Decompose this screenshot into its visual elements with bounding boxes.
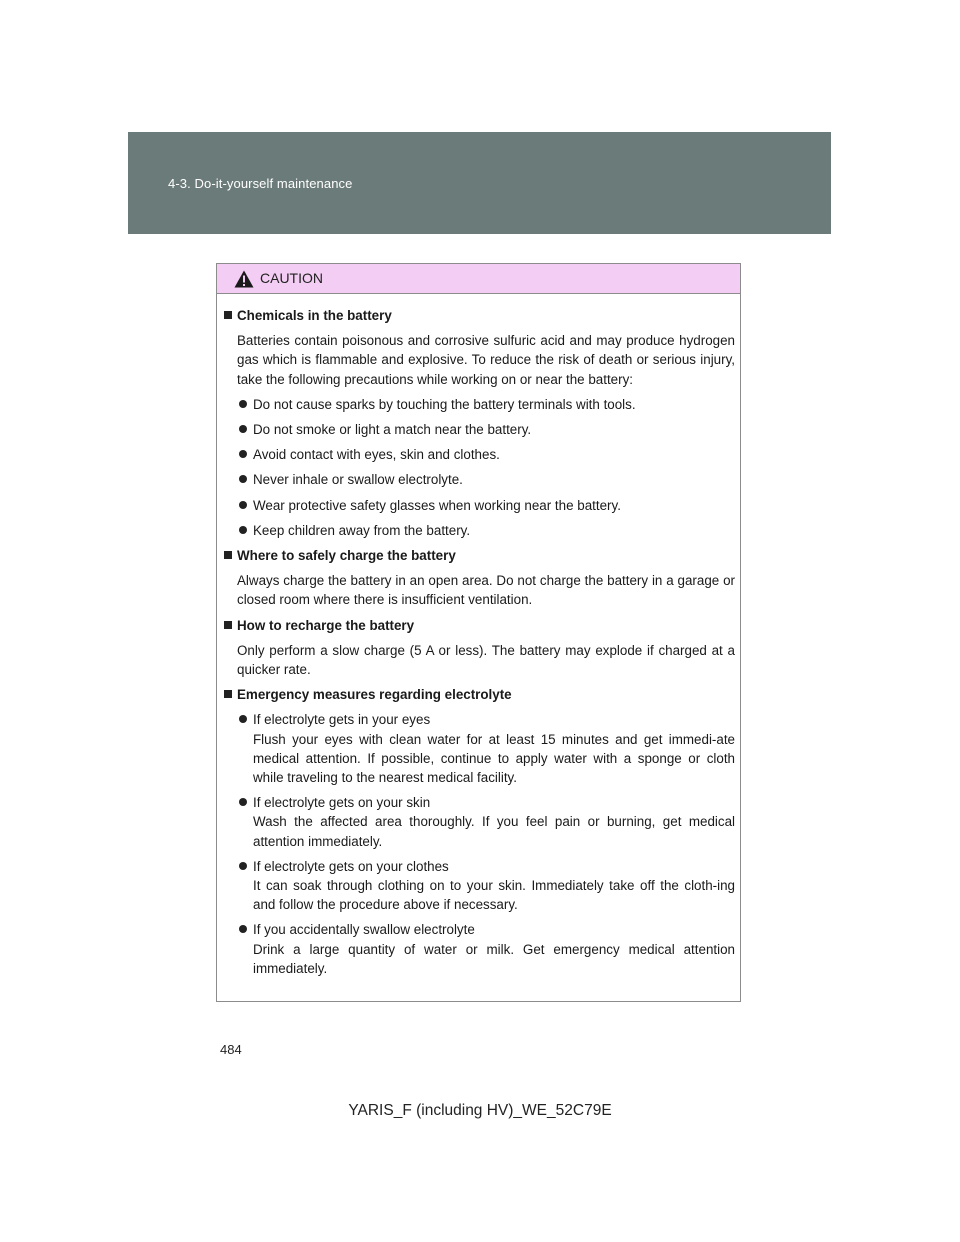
section-text-chemicals: Batteries contain poisonous and corrosive sulfuric acid and may produce hydrogen gas which is flammable and explosive. To reduce the risk of death or serious injury, take the following precautions while working on or near the battery: — [237, 333, 735, 387]
section-text-how-to-recharge: Only perform a slow charge (5 A or less). The battery may explode if charged at a quicker rate. — [237, 642, 735, 678]
section-heading-emergency: Emergency measures regarding electrolyte — [222, 685, 735, 704]
item-title: If electrolyte gets on your clothes — [253, 858, 449, 874]
list-item: Never inhale or swallow electrolyte. — [237, 470, 735, 489]
list-item: Keep children away from the battery. — [237, 521, 735, 540]
list-item — [237, 857, 735, 915]
page-number: 484 — [220, 1042, 242, 1057]
caution-title: CAUTION — [260, 270, 323, 286]
item-title: If electrolyte gets on your skin — [253, 795, 431, 811]
item-title: If you accidentally swallow electrolyte — [253, 922, 475, 938]
section-heading-chemicals: Chemicals in the battery — [222, 306, 735, 325]
item-desc: It can soak through clothing on to your skin. Immediately take off the cloth-ing and follow the procedure above if necessary. — [253, 878, 735, 913]
warning-triangle-icon — [234, 270, 254, 288]
item-desc: Drink a large quantity of water or milk. Get emergency medical attention immediately. — [253, 941, 735, 976]
caution-body — [217, 294, 740, 978]
list-item: Wear protective safety glasses when working near the battery. — [237, 496, 735, 515]
caution-box — [216, 263, 741, 1002]
list-item — [237, 710, 735, 787]
section-header-band — [128, 132, 831, 234]
list-item — [237, 920, 735, 978]
list-item: Do not cause sparks by touching the battery terminals with tools. — [237, 395, 735, 414]
item-title: If electrolyte gets in your eyes — [253, 712, 431, 728]
footer-doc-id: YARIS_F (including HV)_WE_52C79E — [348, 1102, 612, 1119]
section-title: 4-3. Do-it-yourself maintenance — [168, 176, 353, 191]
section-heading-how-to-recharge: How to recharge the battery — [222, 616, 735, 635]
item-desc: Wash the affected area thoroughly. If you feel pain or burning, get medical attention immediately. — [253, 814, 735, 849]
list-item: Avoid contact with eyes, skin and clothes. — [237, 445, 735, 464]
item-desc: Flush your eyes with clean water for at least 15 minutes and get immedi-ate medical attention. If possible, continue to apply water with a sponge or cloth while traveling to the nearest medical facility. — [253, 731, 735, 786]
caution-header — [217, 264, 740, 294]
section-text-where-to-charge: Always charge the battery in an open area. Do not charge the battery in a garage or closed room where there is insufficient ventilation. — [237, 573, 735, 608]
list-item: Do not smoke or light a match near the battery. — [237, 420, 735, 439]
list-item — [237, 793, 735, 851]
section-heading-where-to-charge: Where to safely charge the battery — [222, 546, 735, 565]
